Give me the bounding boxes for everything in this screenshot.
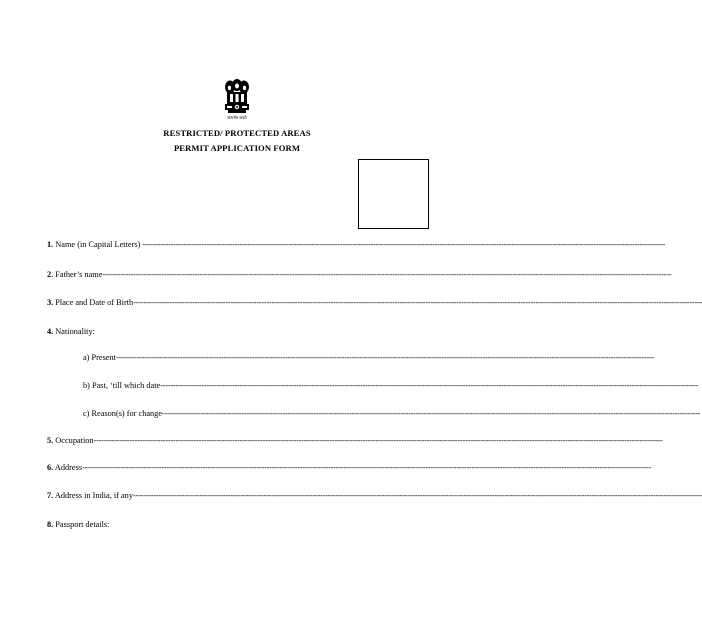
national-emblem-icon xyxy=(222,78,252,120)
dashed-fill: ------------------------------------------------------------------------------------------------------------------------------------------------------------------------------------------------------------------------------ xyxy=(133,298,702,307)
dashed-fill: ------------------------------------------------------------------------------------------------------------------------------------------------------------------------------------------------------------ xyxy=(142,240,666,249)
field-nationality-present[interactable]: a) Present------------------------------------------------------------------------------------------------------------------------------------------------------------------------------------------------------------------ xyxy=(83,353,655,362)
field-fathers-name[interactable]: 2. Father’s name------------------------------------------------------------------------------------------------------------------------------------------------------------------------------------------------------------------------------ xyxy=(47,270,672,279)
emblem-motto: सत्यमेव जयते xyxy=(227,115,247,120)
field-name[interactable]: 1. Name (in Capital Letters) ------------------------------------------------------------------------------------------------------------------------------------------------------------------------------------------------------------ xyxy=(47,240,666,249)
field-nationality-past[interactable]: b) Past, ‘till which date------------------------------------------------------------------------------------------------------------------------------------------------------------------------------------------------------------------ xyxy=(83,381,699,390)
field-nationality: 4. Nationality: xyxy=(47,327,95,336)
dashed-fill: ------------------------------------------------------------------------------------------------------------------------------------------------------------------------------------------------------------------------------ xyxy=(93,436,663,445)
dashed-fill: ------------------------------------------------------------------------------------------------------------------------------------------------------------------------------------------------------------------------------ xyxy=(82,463,652,472)
dashed-fill: ------------------------------------------------------------------------------------------------------------------------------------------------------------------------------------------------------------------------------ xyxy=(132,491,702,500)
dashed-fill: ------------------------------------------------------------------------------------------------------------------------------------------------------------------------------------------------------------------ xyxy=(162,409,701,418)
field-address[interactable]: 6. Address------------------------------------------------------------------------------------------------------------------------------------------------------------------------------------------------------------------------------ xyxy=(47,463,652,472)
field-nationality-reason-for-change[interactable]: c) Reason(s) for change------------------------------------------------------------------------------------------------------------------------------------------------------------------------------------------------------------------ xyxy=(83,409,701,418)
field-place-date-of-birth[interactable]: 3. Place and Date of Birth------------------------------------------------------------------------------------------------------------------------------------------------------------------------------------------------------------------------------ xyxy=(47,298,702,307)
form-title-line-1: RESTRICTED/ PROTECTED AREAS xyxy=(163,128,311,138)
field-occupation[interactable]: 5. Occupation------------------------------------------------------------------------------------------------------------------------------------------------------------------------------------------------------------------------------ xyxy=(47,436,663,445)
dashed-fill: ------------------------------------------------------------------------------------------------------------------------------------------------------------------------------------------------------------------------------ xyxy=(102,270,672,279)
photo-box xyxy=(358,159,429,229)
form-title-line-2: PERMIT APPLICATION FORM xyxy=(173,143,301,153)
field-passport-details: 8. Passport details: xyxy=(47,520,110,529)
field-address-in-india[interactable]: 7. Address in India, if any------------------------------------------------------------------------------------------------------------------------------------------------------------------------------------------------------------------------------ xyxy=(47,491,702,500)
dashed-fill: ------------------------------------------------------------------------------------------------------------------------------------------------------------------------------------------------------------------ xyxy=(160,381,699,390)
dashed-fill: ------------------------------------------------------------------------------------------------------------------------------------------------------------------------------------------------------------------ xyxy=(115,353,655,362)
